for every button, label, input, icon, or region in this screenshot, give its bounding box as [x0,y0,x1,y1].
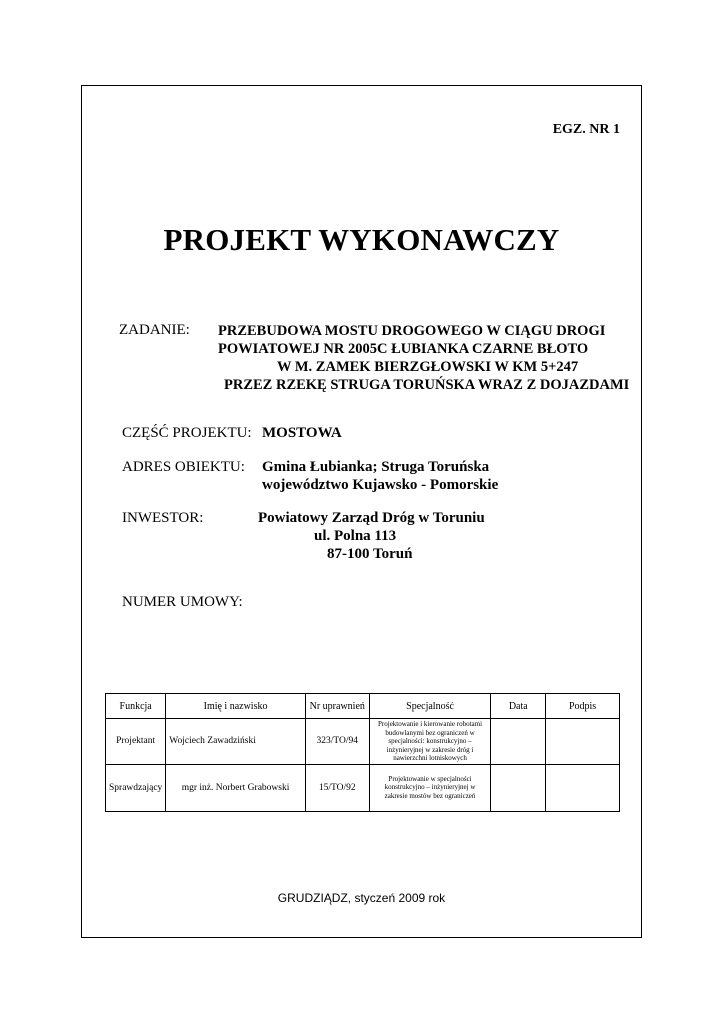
row-function: Projektant [106,719,166,765]
row-specialty: Projektowanie w specjalności konstrukcyjno – inżynieryjnej w zakresie mostów bez ograniczeń [369,764,491,811]
page-frame [81,85,642,938]
task-line-4: PRZEZ RZEKĘ STRUGA TORUŃSKA WRAZ Z DOJAZDAMI [224,377,630,393]
row-specialty: Projektowanie i kierowanie robotami budowlanymi bez ograniczeń w specjalności: konstrukcyjno – inżynieryjnej w zakresie dróg i nawierzchni lotniskowych [369,719,491,765]
row-date [491,764,546,811]
task-label: ZADANIE: [119,322,190,338]
task-line-1: PRZEBUDOWA MOSTU DROGOWEGO W CIĄGU DROGI [218,323,606,339]
address-label: ADRES OBIEKTU: [122,459,245,475]
project-part-label: CZĘŚĆ PROJEKTU: [122,425,252,441]
address-line-1: Gmina Łubianka; Struga Toruńska [262,459,490,475]
investor-line-2: ul. Polna 113 [314,528,397,544]
investor-label: INWESTOR: [122,510,204,526]
row-function: Sprawdzający [106,764,166,811]
row-name: mgr inż. Norbert Grabowski [166,764,306,811]
address-line-2: województwo Kujawsko - Pomorskie [262,477,499,493]
document-title: PROJEKT WYKONAWCZY [163,222,560,257]
signature-table [105,693,620,812]
header-date: Data [491,694,546,719]
investor-line-3: 87-100 Toruń [327,546,413,562]
row-signature [546,719,620,765]
row-license: 15/TO/92 [305,764,369,811]
investor-line-1: Powiatowy Zarząd Dróg w Toruniu [258,510,485,526]
row-date [491,719,546,765]
header-signature: Podpis [546,694,620,719]
row-signature [546,764,620,811]
table-row [106,719,620,765]
row-name: Wojciech Zawadziński [166,719,306,765]
header-specialty: Specjalność [369,694,491,719]
table-header-row [106,694,620,719]
header-name: Imię i nazwisko [166,694,306,719]
row-license: 323/TO/94 [305,719,369,765]
project-part-value: MOSTOWA [262,425,342,441]
header-license: Nr uprawnień [305,694,369,719]
copy-number: EGZ. NR 1 [552,122,620,137]
task-description [218,322,632,394]
contract-label: NUMER UMOWY: [122,594,243,610]
task-line-3: W M. ZAMEK BIERZGŁOWSKI W KM 5+247 [277,359,579,375]
table-row [106,764,620,811]
task-line-2: POWIATOWEJ NR 2005C ŁUBIANKA CZARNE BŁOTO [218,341,589,357]
header-function: Funkcja [106,694,166,719]
footer-place-date: GRUDZIĄDZ, styczeń 2009 rok [277,891,446,905]
